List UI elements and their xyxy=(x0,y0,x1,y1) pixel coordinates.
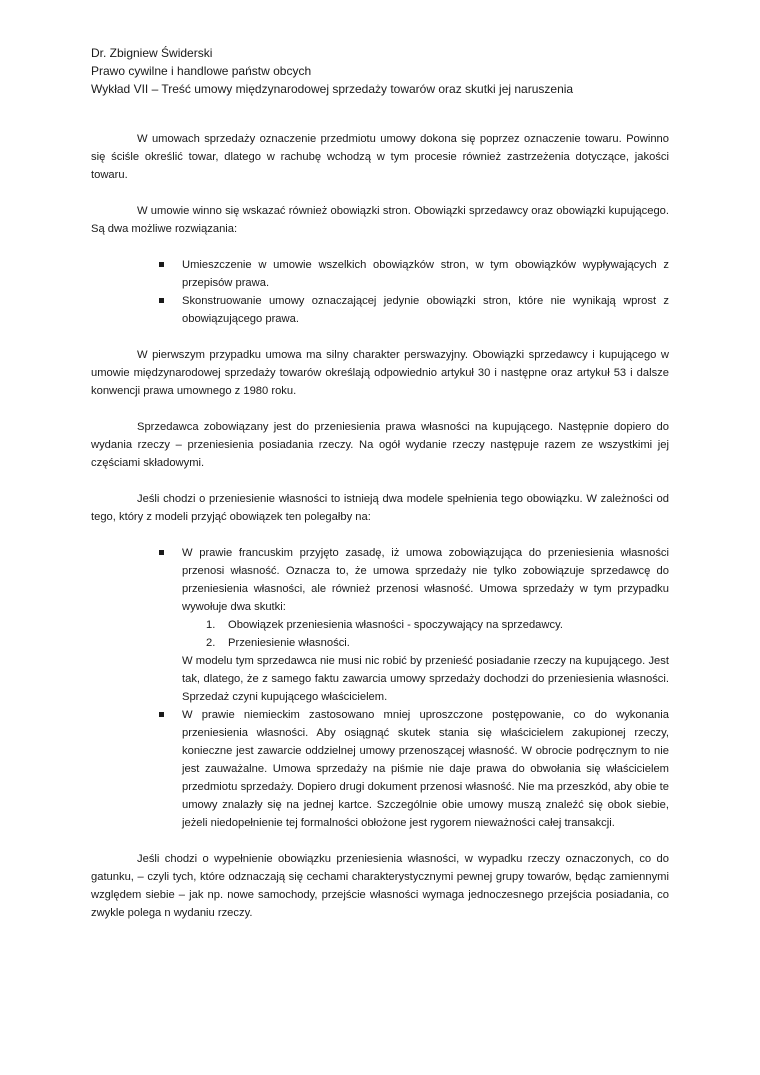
list-number: 2. xyxy=(206,637,216,649)
course-line: Prawo cywilne i handlowe państw obcych xyxy=(91,64,312,78)
list-item xyxy=(91,256,669,292)
square-bullet-icon xyxy=(159,712,164,717)
list-item-text: Skonstruowanie umowy oznaczającej jedynie obowiązki stron, które nie wynikają wprost z obowiązującego prawa. xyxy=(182,295,669,325)
paragraph-generic-goods: Jeśli chodzi o wypełnienie obowiązku przeniesienia własności, w wypadku rzeczy oznaczonych, co do gatunku, – czyli tych, które odznaczają się cechami charakterystycznymi pewnej grupy towarów, będąc zamiennymi względem siebie – jak np. nowe samochody, przejście własności wymaga jednoczesnego przejścia posiadania, co zwykle polega n wydaniu rzeczy. xyxy=(91,853,669,919)
list-item xyxy=(206,616,669,634)
square-bullet-icon xyxy=(159,550,164,555)
list-number: 1. xyxy=(206,619,216,631)
paragraph-obligations: W umowie winno się wskazać również obowiązki stron. Obowiązki sprzedawcy oraz obowiązki kupującego. Są dwa możliwe rozwiązania: xyxy=(91,205,669,235)
french-model-continuation: W modelu tym sprzedawca nie musi nic robić by przenieść posiadanie rzeczy na kupującego. Jest tak, dlatego, że z samego faktu zawarcia umowy sprzedaży dochodzi do przeniesienia własności. Sprzedaż czyni kupującego właścicielem. xyxy=(182,655,669,703)
square-bullet-icon xyxy=(159,262,164,267)
models-list xyxy=(91,544,669,832)
list-item xyxy=(91,292,669,328)
square-bullet-icon xyxy=(159,298,164,303)
effects-list xyxy=(182,616,669,652)
paragraph-goods-designation: W umowach sprzedaży oznaczenie przedmiotu umowy dokona się poprzez oznaczenie towaru. Powinno się ściśle określić towar, dlatego w rachubę wchodzą w tym procesie również zastrzeżenia dotyczące, jakości towaru. xyxy=(91,133,669,181)
german-model-text: W prawie niemieckim zastosowano mniej uproszczone postępowanie, co do wykonania przeniesienia własności. Aby osiągnąć skutek stania się właścicielem zakupionej rzeczy, konieczne jest zawarcie oddzielnej umowy przenoszącej własność. W obrocie podręcznym to nie jest zauważalne. Umowa sprzedaży na piśmie nie daje prawa do obwołania się właścicielem przedmiotu sprzedaży. Dopiero drugi dokument przenosi własność. Nie ma przeszkód, aby obie te umowy znalazły się na jednej kartce. Szczególnie obie umowy muszą znaleźć się obok siebie, jeżeli niedopełnienie tej formalności obłożone jest rygorem nieważności całej transakcji. xyxy=(182,709,669,829)
solutions-list xyxy=(91,256,669,328)
paragraph-persuasive: W pierwszym przypadku umowa ma silny charakter perswazyjny. Obowiązki sprzedawcy i kupującego w umowie międzynarodowej sprzedaży towarów określają odpowiednio artykuł 30 i następne oraz artykuł 53 i dalsze konwencji prawa umownego z 1980 roku. xyxy=(91,349,669,397)
list-item-text: Umieszczenie w umowie wszelkich obowiązków stron, w tym obowiązków wypływających z przepisów prawa. xyxy=(182,259,669,289)
list-item xyxy=(206,634,669,652)
paragraph-seller-duty: Sprzedawca zobowiązany jest do przeniesienia prawa własności na kupującego. Następnie dopiero do wydania rzeczy – przeniesienia posiadania rzeczy. Na ogół wydanie rzeczy następuje razem ze wszystkimi jej częściami składowymi. xyxy=(91,421,669,469)
document-body xyxy=(91,130,669,922)
author-line: Dr. Zbigniew Świderski xyxy=(91,46,213,60)
list-item-french-model xyxy=(91,544,669,706)
french-model-text: W prawie francuskim przyjęto zasadę, iż umowa zobowiązująca do przeniesienia własności przenosi własność. Oznacza to, że umowa sprzedaży nie tylko zobowiązuje sprzedawcę do przeniesienia własności, ale również przenosi własność. Umowa sprzedaży w tym przypadku wywołuje dwa skutki: xyxy=(182,547,669,613)
paragraph-two-models: Jeśli chodzi o przeniesienie własności to istnieją dwa modele spełnienia tego obowiązku. W zależności od tego, który z modeli przyjąć obowiązek ten polegałby na: xyxy=(91,493,669,523)
list-item-german-model xyxy=(91,706,669,832)
list-item-text: Obowiązek przeniesienia własności - spoczywający na sprzedawcy. xyxy=(228,619,563,631)
lecture-title: Wykład VII – Treść umowy międzynarodowej sprzedaży towarów oraz skutki jej naruszenia xyxy=(91,82,574,96)
list-item-text: Przeniesienie własności. xyxy=(228,637,350,649)
document-header xyxy=(91,44,691,98)
